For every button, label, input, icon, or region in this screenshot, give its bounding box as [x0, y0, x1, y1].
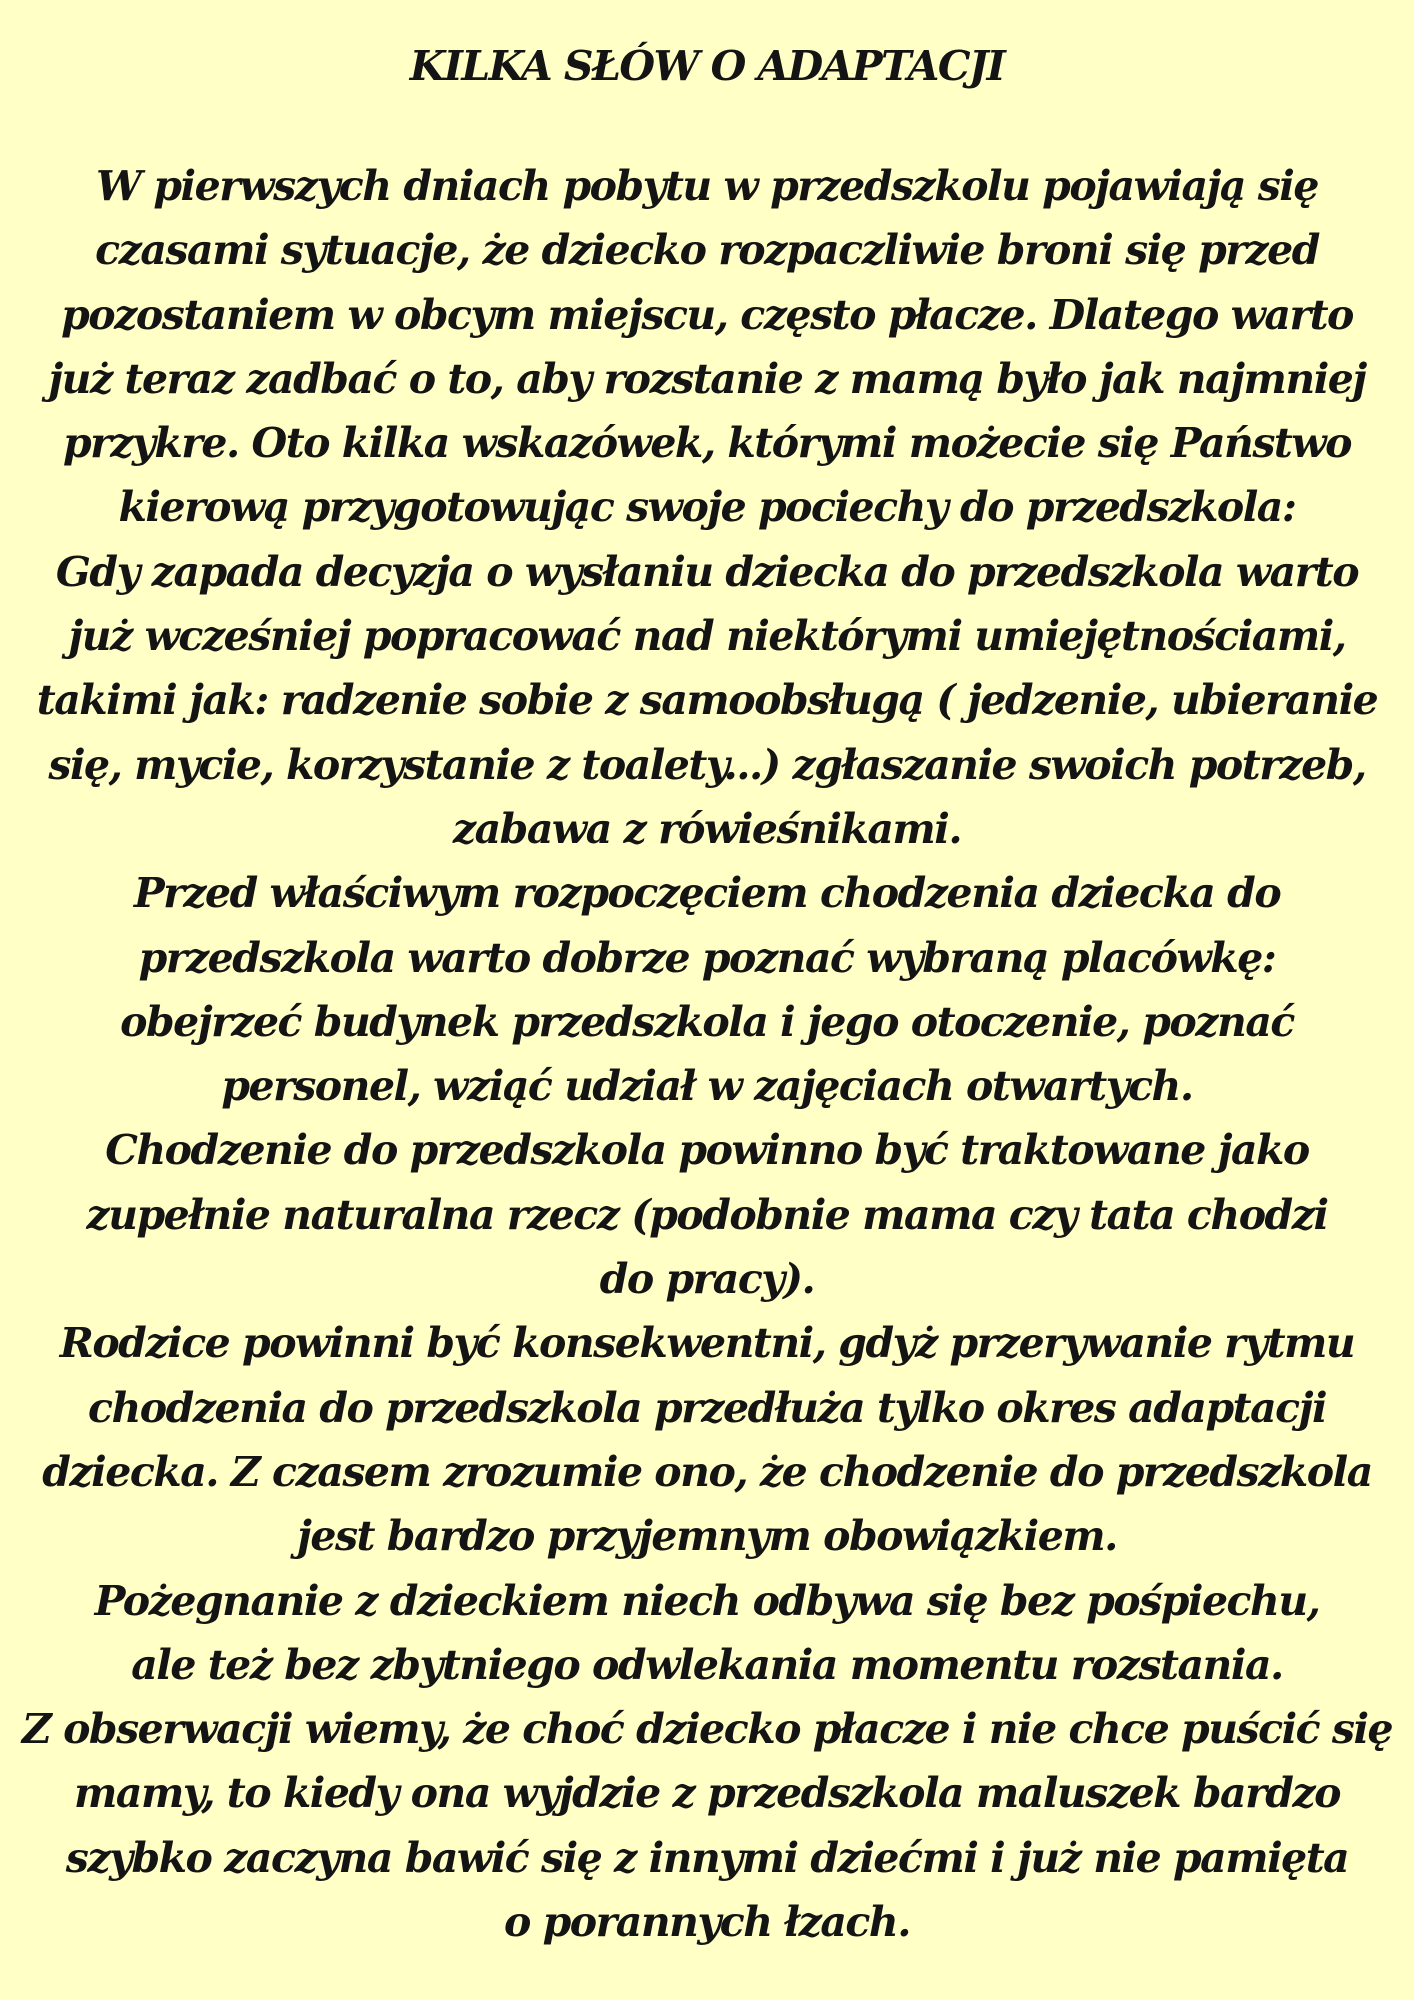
- text-line: o porannych łzach.: [504, 1898, 910, 1947]
- text-line: Gdy zapada decyzja o wysłaniu dziecka do przedszkola warto: [55, 547, 1359, 596]
- text-line: ale też bez zbytniego odwlekania momentu rozstania.: [131, 1640, 1283, 1689]
- text-line: zupełnie naturalna rzecz (podobnie mama czy tata chodzi: [86, 1190, 1328, 1239]
- text-line: W pierwszych dniach pobytu w przedszkolu pojawiają się: [96, 162, 1318, 210]
- text-line: chodzenia do przedszkola przedłuża tylko okres adaptacji: [87, 1383, 1327, 1432]
- text-line: Z obserwacji wiemy, że choć dziecko płacze i nie chce puścić się: [21, 1705, 1393, 1754]
- text-line: obejrzeć budynek przedszkola i jego otoczenie, poznać: [120, 997, 1294, 1046]
- text-line: dziecka. Z czasem zrozumie ono, że chodzenie do przedszkola: [42, 1447, 1372, 1496]
- document-body: [0, 154, 1414, 1954]
- text-line: pozostaniem w obcym miejscu, często płacze. Dlatego warto: [61, 290, 1353, 339]
- text-line: Rodzice powinni być konsekwentni, gdyż przerywanie rytmu: [59, 1319, 1355, 1368]
- text-line: przykre. Oto kilka wskazówek, którymi możecie się Państwo: [62, 419, 1352, 468]
- text-line: już wcześniej popracować nad niektórymi umiejętnościami,: [68, 612, 1346, 661]
- text-line: już teraz zadbać o to, aby rozstanie z mamą było jak najmniej: [48, 354, 1366, 403]
- text-line: Chodzenie do przedszkola powinno być traktowane jako: [105, 1126, 1309, 1175]
- text-line: czasami sytuacje, że dziecko rozpaczliwie broni się przed: [95, 226, 1319, 275]
- text-line: szybko zaczyna bawić się z innymi dziećmi i już nie pamięta: [65, 1833, 1349, 1882]
- text-line: mamy, to kiedy ona wyjdzie z przedszkola maluszek bardzo: [74, 1769, 1340, 1818]
- text-line: się, mycie, korzystanie z toalety...) zgłaszanie swoich potrzeb,: [48, 740, 1366, 789]
- text-line: takimi jak: radzenie sobie z samoobsługą ( jedzenie, ubieranie: [36, 676, 1378, 725]
- document-title: KILKA SŁÓW O ADAPTACJI: [409, 42, 1005, 90]
- text-line: zabawa z rówieśnikami.: [452, 804, 962, 853]
- text-line: do pracy).: [599, 1255, 815, 1304]
- text-line: kierową przygotowując swoje pociechy do przedszkola:: [118, 483, 1296, 532]
- text-line: personel, wziąć udział w zajęciach otwartych.: [221, 1062, 1193, 1111]
- text-line: Pożegnanie z dzieckiem niech odbywa się bez pośpiechu,: [94, 1576, 1320, 1625]
- text-line: jest bardzo przyjemnym obowiązkiem.: [297, 1512, 1117, 1561]
- text-line: Przed właściwym rozpoczęciem chodzenia dziecka do: [133, 869, 1281, 918]
- text-line: przedszkola warto dobrze poznać wybraną placówkę:: [138, 933, 1276, 982]
